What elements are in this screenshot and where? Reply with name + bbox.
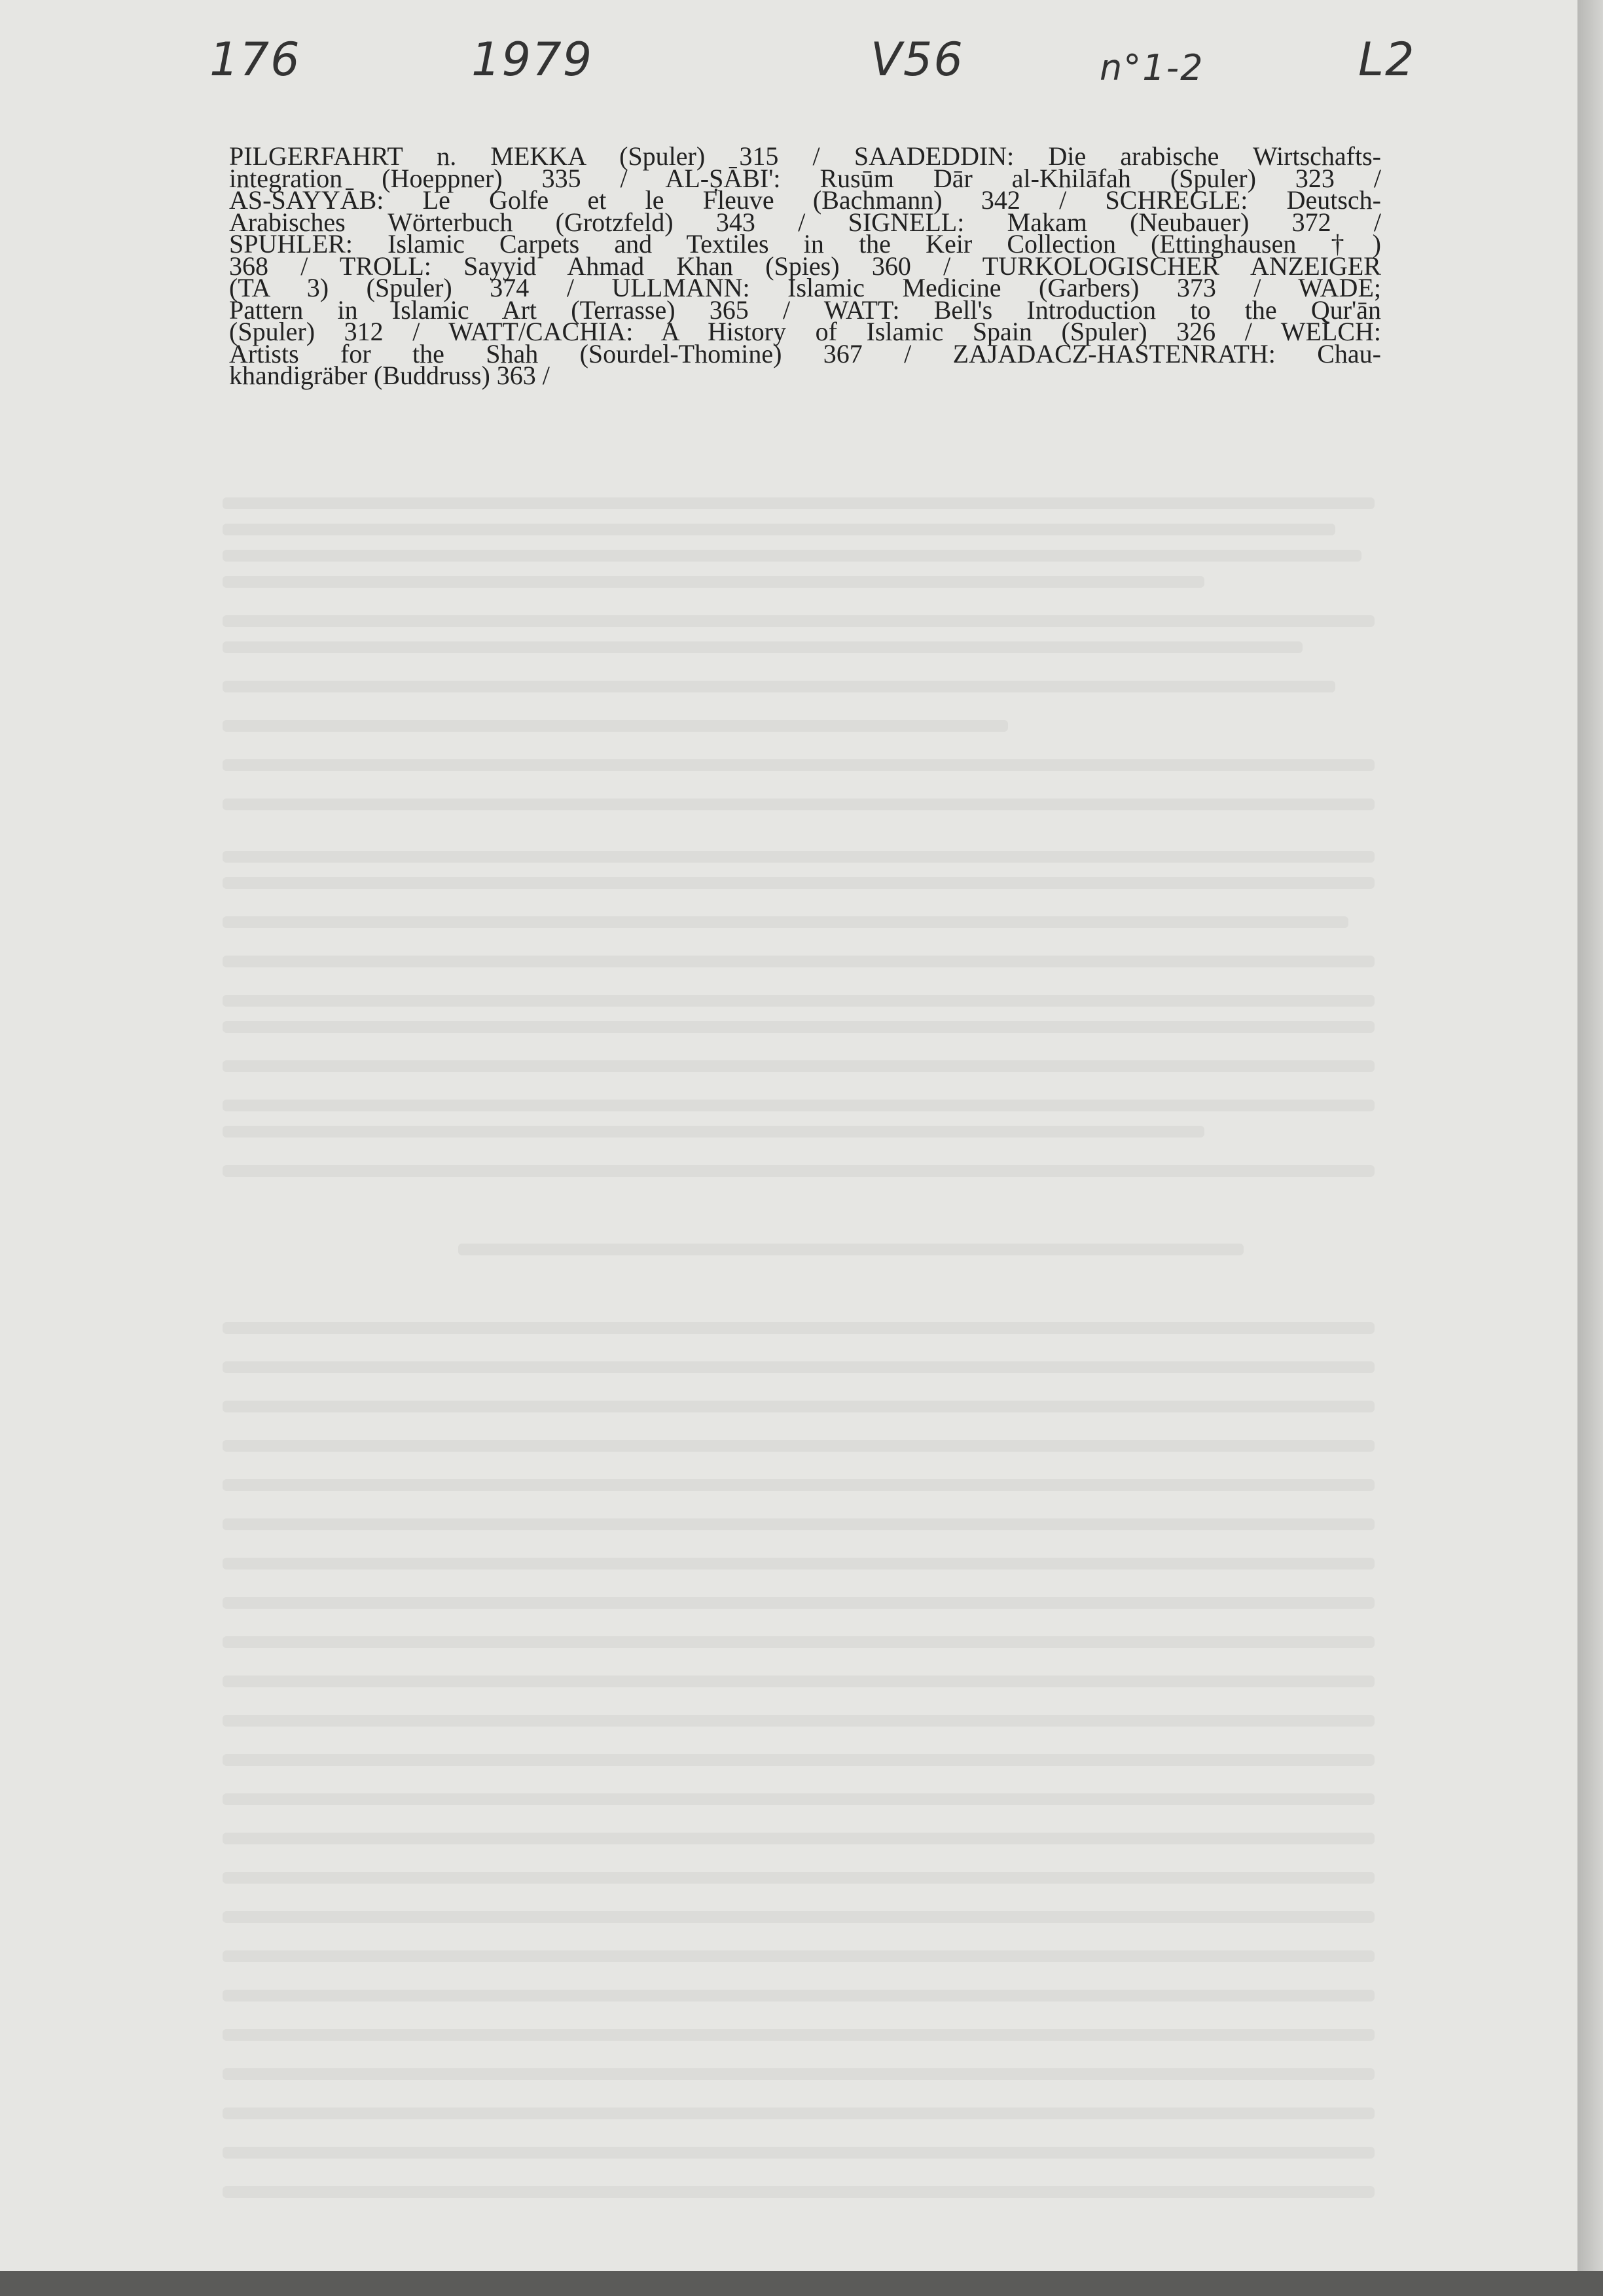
bleed-through-line — [223, 1440, 1375, 1452]
bleed-through-line — [223, 956, 1375, 967]
bleed-through-line — [223, 1479, 1375, 1491]
bleed-through-line — [223, 1636, 1375, 1648]
index-line: (TA 3) (Spuler) 374 / ULLMANN: Islamic Medicine (Garbers) 373 / WADE; — [229, 273, 1381, 302]
bleed-through-line — [223, 1676, 1375, 1687]
bleed-through-line — [223, 759, 1375, 771]
bleed-through-line — [223, 720, 1008, 732]
handwritten-note: 176 — [209, 33, 301, 86]
index-line: Arabisches Wörterbuch (Grotzfeld) 343 / SIGNELL: Makam (Neubauer) 372 / — [229, 207, 1381, 237]
bleed-through-line — [223, 1361, 1375, 1373]
bleed-through-line — [223, 1754, 1375, 1766]
bleed-through-line — [223, 877, 1375, 889]
bleed-through-line — [223, 1322, 1375, 1334]
bleed-through-line — [223, 2068, 1375, 2080]
bleed-through-line — [223, 995, 1375, 1007]
bleed-through-line — [223, 1165, 1375, 1177]
bleed-through-line — [223, 1872, 1375, 1884]
handwritten-note: n°1-2 — [1100, 47, 1204, 88]
bleed-through-line — [223, 524, 1335, 535]
bleed-through-line — [223, 1558, 1375, 1570]
bleed-through-line — [223, 681, 1335, 692]
page-edge — [1577, 0, 1603, 2296]
bleed-through-line — [223, 798, 1375, 810]
index-line: integration (Hoeppner) 335 / AL-ṢĀBI': Rusūm Dār al-Khilāfah (Spuler) 323 / — [229, 163, 1381, 193]
bleed-through-line — [223, 641, 1303, 653]
bleed-through-line — [223, 2147, 1375, 2159]
bleed-through-line — [223, 576, 1204, 588]
index-line: 368 / TROLL: Sayyid Ahmad Khan (Spies) 360 / TURKOLOGISCHER ANZEIGER — [229, 251, 1381, 281]
bleed-through-line — [223, 2186, 1375, 2198]
bleed-through-line — [223, 1597, 1375, 1609]
bleed-through-line — [223, 1100, 1375, 1111]
bleed-through-line — [223, 2029, 1375, 2041]
handwritten-note: L2 — [1358, 33, 1416, 86]
index-line: AS-SAYYĀB: Le Golfe et le Fleuve (Bachmann) 342 / SCHREGLE: Deutsch- — [229, 185, 1381, 215]
index-line: khandigräber (Buddruss) 363 / — [229, 361, 550, 390]
bleed-through-line — [223, 851, 1375, 863]
bleed-through-line — [223, 1950, 1375, 1962]
bleed-through-line — [223, 497, 1375, 509]
handwritten-note: 1979 — [471, 33, 594, 86]
bleed-through-line — [223, 916, 1348, 928]
bleed-through-line — [223, 550, 1361, 562]
bleed-through-line — [223, 1833, 1375, 1844]
bleed-through-line — [223, 2108, 1375, 2119]
bleed-through-line — [223, 1401, 1375, 1412]
bleed-through-line — [223, 1126, 1204, 1138]
bleed-through-line — [223, 1715, 1375, 1727]
bleed-through-line — [223, 615, 1375, 627]
bleed-through-line — [458, 1244, 1244, 1255]
bleed-through-line — [223, 1793, 1375, 1805]
index-line: Pattern in Islamic Art (Terrasse) 365 / WATT: Bell's Introduction to the Qur'ān — [229, 295, 1381, 325]
bleed-through-line — [223, 1911, 1375, 1923]
handwritten-note: V56 — [871, 33, 964, 86]
bleed-through-line — [223, 1518, 1375, 1530]
bleed-through-line — [223, 1060, 1375, 1072]
index-line: PILGERFAHRT n. MEKKA (Spuler) 315 / SAADEDDIN: Die arabische Wirtschafts- — [229, 141, 1381, 171]
review-index-text — [229, 141, 1381, 390]
bleed-through-line — [223, 1990, 1375, 2001]
bleed-through-line — [223, 1021, 1375, 1033]
index-line: SPUHLER: Islamic Carpets and Textiles in the Keir Collection (Ettinghausen †) — [229, 229, 1381, 259]
index-line: Artists for the Shah (Sourdel-Thomine) 367 / ZAJADACZ-HASTENRATH: Chau- — [229, 338, 1381, 368]
index-line: (Spuler) 312 / WATT/CACHIA: A History of Islamic Spain (Spuler) 326 / WELCH: — [229, 317, 1381, 346]
scanner-bed-edge — [0, 2271, 1603, 2296]
